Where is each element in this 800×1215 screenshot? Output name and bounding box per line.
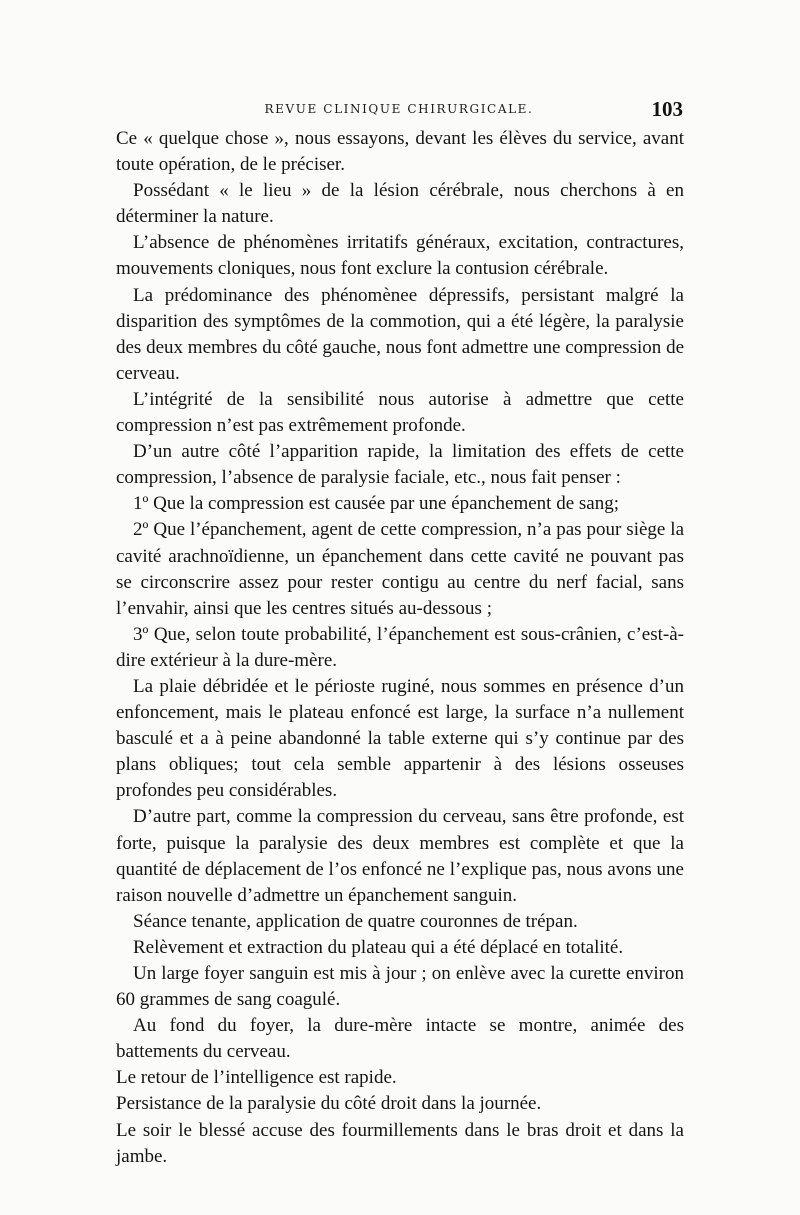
paragraph-4: La prédominance des phénomènee dépressifs, persistant malgré la disparition des symptômes de la commotion, qui a été légère, la paralysie des deux membres du côté gauche, nous font admettre une compression de cerveau.	[116, 284, 684, 384]
running-title: REVUE CLINIQUE CHIRURGICALE.	[264, 102, 534, 116]
paragraph-2: Possédant « le lieu » de la lésion cérébrale, nous cherchons à en déterminer la nature.	[116, 180, 684, 228]
paragraph-8: D’autre part, comme la compression du cerveau, sans être profonde, est forte, puisque la paralysie des deux membres est complète et que la quantité de déplacement de l’os enfoncé ne l’explique pas, nous avons une raison nouvelle d’admettre un épanchement sanguin.	[116, 806, 684, 906]
list-item-2: 2º Que l’épanchement, agent de cette compression, n’a pas pour siège la cavité arachnoïdienne, un épanchement dans cette cavité ne pouvant pas se circonscrire assez pour rester contigu au centre du nerf facial, sans l’envahir, ainsi que les centres situés au-dessous ;	[116, 519, 684, 619]
paragraph-9: Séance tenante, application de quatre couronnes de trépan.	[133, 910, 578, 932]
page-number: 103	[651, 97, 683, 121]
paragraph-5: L’intégrité de la sensibilité nous autorise à admettre que cette compression n’est pas extrêmement profonde.	[116, 388, 684, 437]
paragraph-15: Le soir le blessé accuse des fourmillements dans le bras droit et dans la jambe.	[116, 1119, 684, 1167]
paragraph-3: L’absence de phénomènes irritatifs généraux, excitation, contractures, mouvements cloniques, nous font exclure la contusion cérébrale.	[116, 232, 684, 280]
list-item-3: 3º Que, selon toute probabilité, l’épanchement est sous-crânien, c’est-à-dire extérieur à la dure-mère.	[116, 623, 684, 671]
paragraph-1: Ce « quelque chose », nous essayons, devant les élèves du service, avant toute opération, de le préciser.	[116, 128, 684, 176]
body-text	[116, 126, 684, 1170]
paragraph-6: D’un autre côté l’apparition rapide, la limitation des effets de cette compression, l’absence de paralysie faciale, etc., nous fait penser :	[116, 441, 684, 489]
list-item-1: 1º Que la compression est causée par une épanchement de sang;	[133, 493, 619, 515]
paragraph-14: Persistance de la paralysie du côté droit dans la journée.	[116, 1093, 542, 1115]
running-header	[115, 97, 683, 124]
paragraph-12: Au fond du foyer, la dure-mère intacte se montre, animée des battements du cerveau.	[116, 1015, 684, 1063]
paragraph-10: Relèvement et extraction du plateau qui a été déplacé en totalité.	[133, 936, 624, 958]
paragraph-13: Le retour de l’intelligence est rapide.	[116, 1067, 397, 1089]
paragraph-7: La plaie débridée et le périoste ruginé, nous sommes en présence d’un enfoncement, mais le plateau enfoncé est large, la surface n’a nullement basculé et a à peine abandonné la table externe qui s’y continue par des plans obliques; tout cela semble appartenir à des lésions osseuses profondes peu considérables.	[116, 675, 684, 802]
paragraph-11: Un large foyer sanguin est mis à jour ; on enlève avec la curette environ 60 grammes de sang coagulé.	[116, 963, 684, 1011]
